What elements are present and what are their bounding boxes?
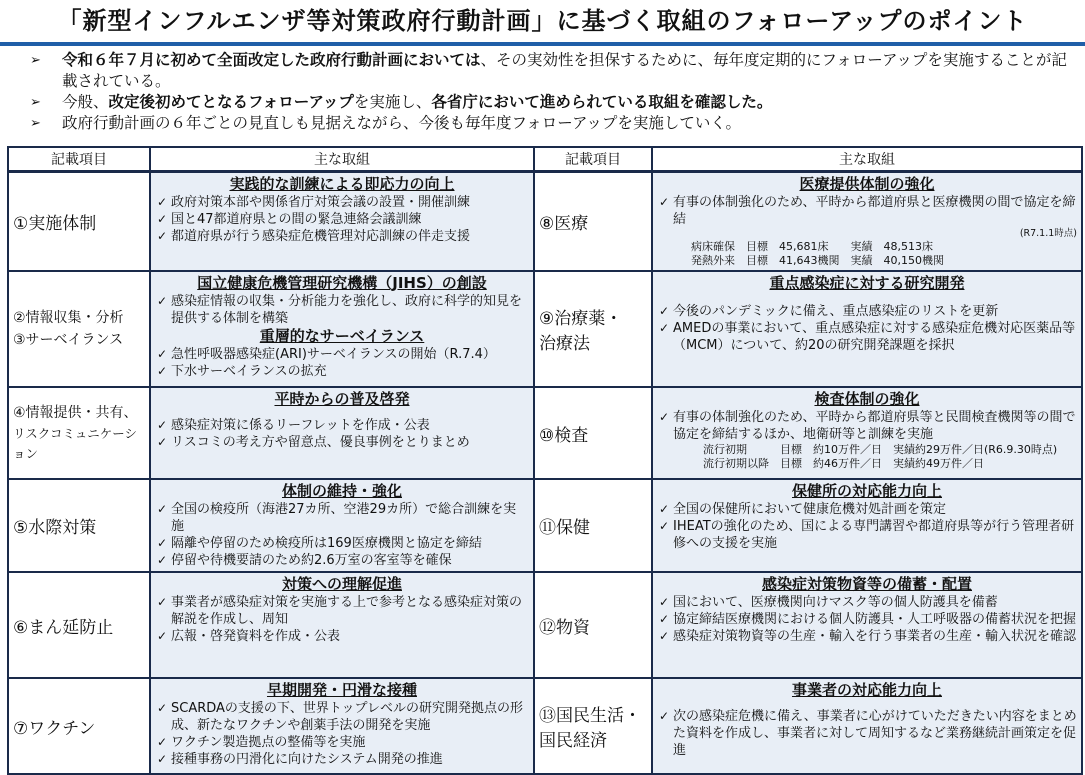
item-label: ④情報提供・共有、 <box>13 405 138 421</box>
table-row <box>8 678 1082 774</box>
item-label: 国民経済 <box>539 731 607 751</box>
check-item: ✓ 接種事務の円滑化に向けたシステム開発の推進 <box>155 751 529 768</box>
check-item: ✓ 今後のパンデミックに備え、重点感染症のリストを更新 <box>657 303 1077 320</box>
table-row <box>8 479 1082 572</box>
item-label: ③サーベイランス <box>13 332 124 348</box>
item-cell: ⑪保健 <box>534 479 652 572</box>
section-heading: 早期開発・円滑な接種 <box>266 681 417 699</box>
section-heading: 対策への理解促進 <box>281 575 402 593</box>
item-label: ②情報収集・分析 <box>13 310 124 326</box>
content-cell <box>652 387 1082 479</box>
item-label: リスクコミュニケーション <box>13 426 138 461</box>
content-cell <box>150 172 534 272</box>
content-cell <box>150 572 534 678</box>
title-underline <box>0 42 1085 46</box>
check-item: ✓ リスコミの考え方や留意点、優良事例をとりまとめ <box>155 434 529 451</box>
content-cell <box>150 678 534 774</box>
check-item: ✓ 政府対策本部や関係省庁対策会議の設置・開催訓練 <box>155 194 529 211</box>
item-cell <box>8 271 150 387</box>
followup-table <box>7 146 1083 775</box>
content-cell <box>652 572 1082 678</box>
item-cell <box>534 678 652 774</box>
check-item: ✓ 全国の保健所において健康危機対処計画を策定 <box>657 501 1077 518</box>
header-main: 主な取組 <box>150 147 534 172</box>
content-cell <box>652 479 1082 572</box>
item-cell <box>8 387 150 479</box>
check-item: ✓ IHEATの強化のため、国による専門講習や都道府県等が行う管理者研修への支援を実施 <box>657 518 1077 552</box>
intro-bullet <box>28 50 1068 92</box>
table-header-row <box>8 147 1082 172</box>
content-cell <box>150 479 534 572</box>
stat-line: 流行初期以降 目標 約46万件／日 実績約49万件／日 <box>703 457 984 470</box>
item-label: ⑨治療薬・ <box>539 309 623 329</box>
arrow-icon: ➢ <box>30 53 41 68</box>
section-heading: 保健所の対応能力向上 <box>791 482 942 500</box>
check-item: ✓ 感染症情報の収集・分析能力を強化し、政府に科学的知見を提供する体制を構築 <box>155 293 529 327</box>
check-item: ✓ 次の感染症危機に備え、事業者に心がけていただきたい内容をまとめた資料を作成し、事業者に対して周知するなど業務継続計画策定を促進 <box>657 708 1077 759</box>
item-cell <box>534 271 652 387</box>
bullet-text: 、その実効性を担保するために、毎年度定期的にフォローアップを実施することが記載されている。 <box>62 51 1067 90</box>
item-cell: ⑧医療 <box>534 172 652 272</box>
section-heading: 検査体制の強化 <box>814 390 920 408</box>
check-item: ✓ 国と47都道府県との間の緊急連絡会議訓練 <box>155 211 529 228</box>
table-row <box>8 387 1082 479</box>
item-cell: ①実施体制 <box>8 172 150 272</box>
bullet-text: を実施し、 <box>353 93 432 111</box>
section-heading: 実践的な訓練による即応力の向上 <box>229 175 455 193</box>
content-cell <box>150 387 534 479</box>
arrow-icon: ➢ <box>30 116 41 131</box>
item-cell: ⑥まん延防止 <box>8 572 150 678</box>
section-heading: 感染症対策物資等の備蓄・配置 <box>761 575 972 593</box>
check-item: ✓ 有事の体制強化のため、平時から都道府県等と民間検査機関等の間で協定を締結するほか、地衛研等と訓練を実施 <box>657 409 1077 443</box>
check-item: ✓ 急性呼吸器感染症(ARI)サーベイランスの開始（R.7.4） <box>155 346 529 363</box>
header-main: 主な取組 <box>652 147 1082 172</box>
date-note: (R7.1.1時点) <box>1019 228 1077 239</box>
bullet-text: 政府行動計画の６年ごとの見直しも見据えながら、今後も毎年度フォローアップを実施していく。 <box>62 114 742 132</box>
check-item: ✓ 隔離や停留のため検疫所は169医療機関と協定を締結 <box>155 535 529 552</box>
check-item: ✓ 協定締結医療機関における個人防護具・人工呼吸器の備蓄状況を把握 <box>657 611 1077 628</box>
check-item: ✓ AMEDの事業において、重点感染症に対する感染症危機対応医薬品等（MCM）について、約20の研究開発課題を採択 <box>657 320 1077 354</box>
check-item: ✓ 停留や待機要請のため約2.6万室の客室等を確保 <box>155 552 529 569</box>
item-cell: ⑫物資 <box>534 572 652 678</box>
table-row <box>8 271 1082 387</box>
item-label: ⑬国民生活・ <box>539 706 641 726</box>
check-item: ✓ 有事の体制強化のため、平時から都道府県と医療機関の間で協定を締結 <box>657 194 1077 228</box>
check-item: ✓ 都道府県が行う感染症危機管理対応訓練の伴走支援 <box>155 228 529 245</box>
intro-bullet <box>28 92 1068 113</box>
bullet-bold: 令和６年７月に初めて全面改定した政府行動計画においては <box>62 51 481 69</box>
section-heading: 重層的なサーベイランス <box>259 327 425 345</box>
section-heading: 重点感染症に対する研究開発 <box>769 274 965 292</box>
intro-bullets <box>28 50 1068 134</box>
check-item: ✓ 感染症対策に係るリーフレットを作成・公表 <box>155 417 529 434</box>
page-title: 「新型インフルエンザ等対策政府行動計画」に基づく取組のフォローアップのポイント <box>57 7 1028 35</box>
section-heading: 体制の維持・強化 <box>281 482 402 500</box>
arrow-icon: ➢ <box>30 95 41 110</box>
check-item: ✓ ワクチン製造拠点の整備等を実施 <box>155 734 529 751</box>
check-item: ✓ SCARDAの支援の下、世界トップレベルの研究開発拠点の形成、新たなワクチンや創薬手法の開発を実施 <box>155 700 529 734</box>
content-cell <box>652 678 1082 774</box>
item-cell: ⑩検査 <box>534 387 652 479</box>
bullet-bold: 各省庁において進められている取組を確認した。 <box>431 93 773 111</box>
table-row <box>8 572 1082 678</box>
check-item: ✓ 下水サーベイランスの拡充 <box>155 363 529 380</box>
check-item: ✓ 広報・啓発資料を作成・公表 <box>155 628 529 645</box>
check-item: ✓ 事業者が感染症対策を実施する上で参考となる感染症対策の解説を作成し、周知 <box>155 594 529 628</box>
content-cell <box>652 271 1082 387</box>
item-cell: ⑦ワクチン <box>8 678 150 774</box>
table-row <box>8 172 1082 272</box>
bullet-bold: 改定後初めてとなるフォローアップ <box>108 93 354 111</box>
check-item: ✓ 全国の検疫所（海港27カ所、空港29カ所）で総合訓練を実施 <box>155 501 529 535</box>
stat-line: 流行初期 目標 約10万件／日 実績約29万件／日(R6.9.30時点) <box>703 443 1058 456</box>
content-cell <box>652 172 1082 272</box>
check-item: ✓ 感染症対策物資等の生産・輸入を行う事業者の生産・輸入状況を確認 <box>657 628 1077 645</box>
header-item: 記載項目 <box>8 147 150 172</box>
header-item: 記載項目 <box>534 147 652 172</box>
item-label: 治療法 <box>539 334 590 354</box>
check-item: ✓ 国において、医療機関向けマスク等の個人防護具を備蓄 <box>657 594 1077 611</box>
stat-line: 発熱外来 目標 41,643機関 実績 40,150機関 <box>691 254 944 267</box>
intro-bullet <box>28 113 1068 134</box>
section-heading: 国立健康危機管理研究機構（JIHS）の創設 <box>197 274 487 292</box>
section-heading: 事業者の対応能力向上 <box>791 681 942 699</box>
section-heading: 平時からの普及啓発 <box>274 390 410 408</box>
section-heading: 医療提供体制の強化 <box>799 175 935 193</box>
content-cell <box>150 271 534 387</box>
bullet-text: 今般、 <box>62 93 109 111</box>
stat-line: 病床確保 目標 45,681床 実績 48,513床 <box>691 240 933 253</box>
item-cell: ⑤水際対策 <box>8 479 150 572</box>
